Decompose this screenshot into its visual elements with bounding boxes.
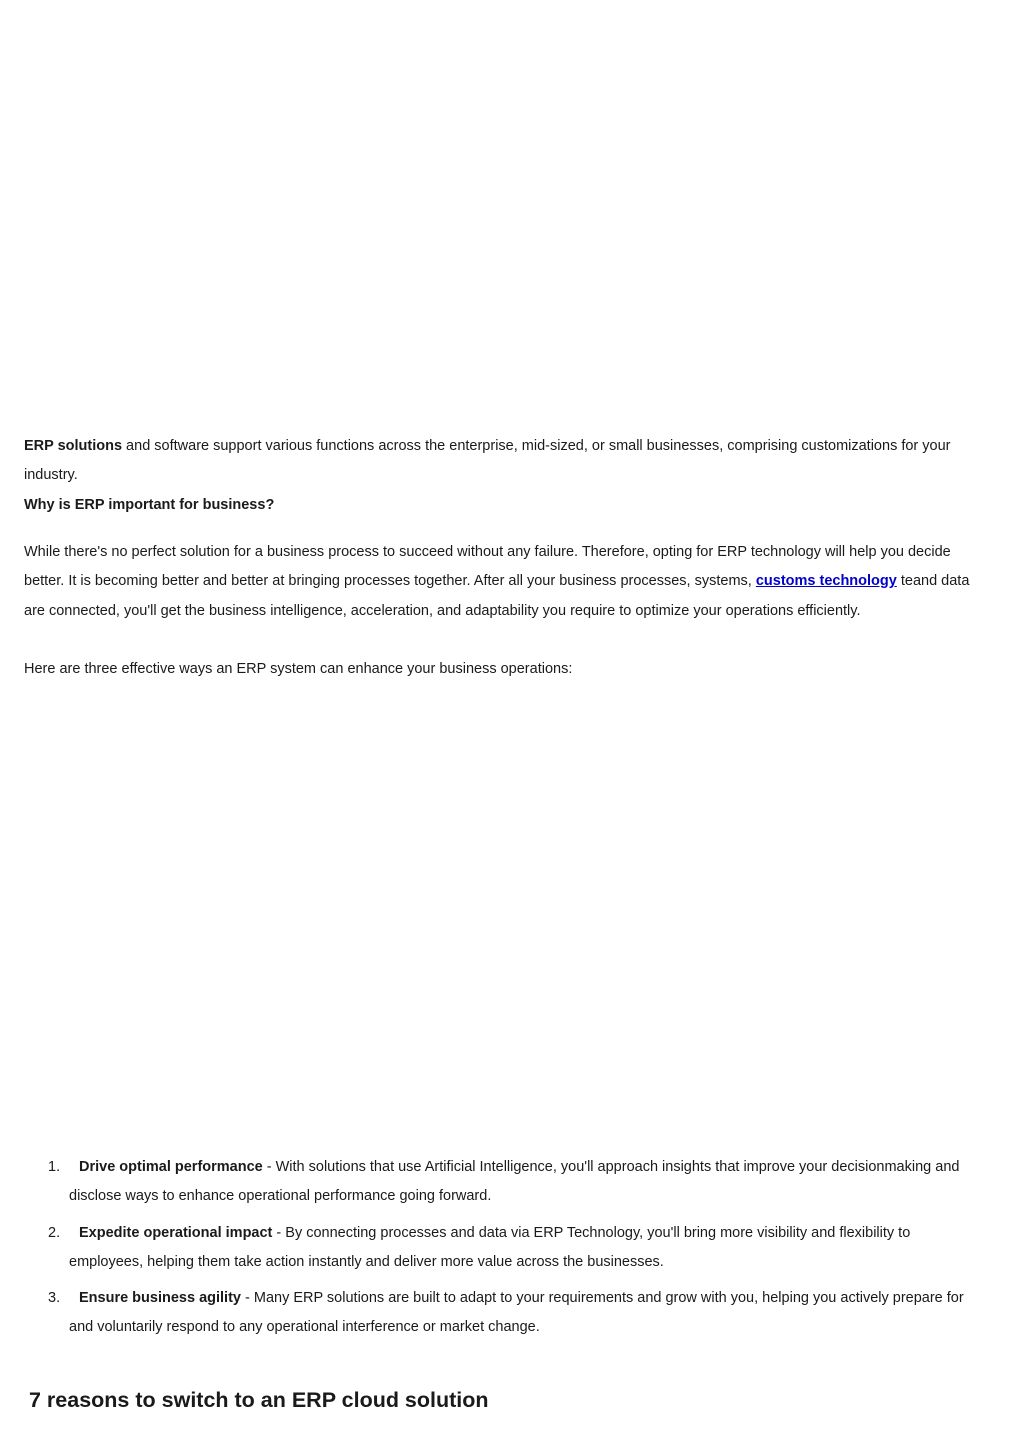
list-item: [40, 1284, 980, 1343]
list-item: [40, 1153, 980, 1212]
list-item-text: - Many ERP solutions are built to adapt to your requirements and grow with you, helping you actively prepare for and voluntarily respond to any operational interference or market change.: [69, 1290, 964, 1336]
benefits-list: [40, 1153, 980, 1350]
section-title: 7 reasons to switch to an ERP cloud solution: [29, 1388, 489, 1412]
intro-text: and software support various functions across the enterprise, mid-sized, or small businesses, comprising customizations for your industry.: [24, 438, 951, 484]
list-item-title: Drive optimal performance: [79, 1159, 263, 1175]
intro-bold-term: ERP solutions: [24, 438, 123, 454]
list-item: [40, 1219, 980, 1278]
paragraph-text-1: While there's no perfect solution for a business process to succeed without any failure. Therefore, opting for ERP technology will help you decide better. It is becoming better and better at bringing processes together. After all your business processes, systems,: [24, 544, 951, 590]
list-item-text: - With solutions that use Artificial Intelligence, you'll approach insights that improve your decisionmaking and disclose ways to enhance operational performance going forward.: [69, 1159, 960, 1205]
list-item-text: - By connecting processes and data via ERP Technology, you'll bring more visibility and flexibility to employees, helping them take action instantly and deliver more value across the businesses.: [69, 1224, 911, 1270]
intro-paragraph: [24, 432, 994, 491]
customs-technology-link[interactable]: customs technology: [755, 573, 897, 590]
ways-intro: Here are three effective ways an ERP system can enhance your business operations:: [24, 661, 573, 677]
paragraph-text-2: teand data are connected, you'll get the business intelligence, acceleration, and adaptability you require to optimize your operations efficiently.: [24, 573, 970, 619]
list-number: 1.: [48, 1159, 61, 1175]
list-number: 2.: [48, 1224, 61, 1241]
body-paragraph: [24, 538, 994, 626]
list-item-title: Expedite operational impact: [79, 1224, 273, 1241]
list-item-title: Ensure business agility: [79, 1290, 241, 1307]
question-heading: Why is ERP important for business?: [24, 497, 275, 513]
list-number: 3.: [48, 1290, 61, 1307]
